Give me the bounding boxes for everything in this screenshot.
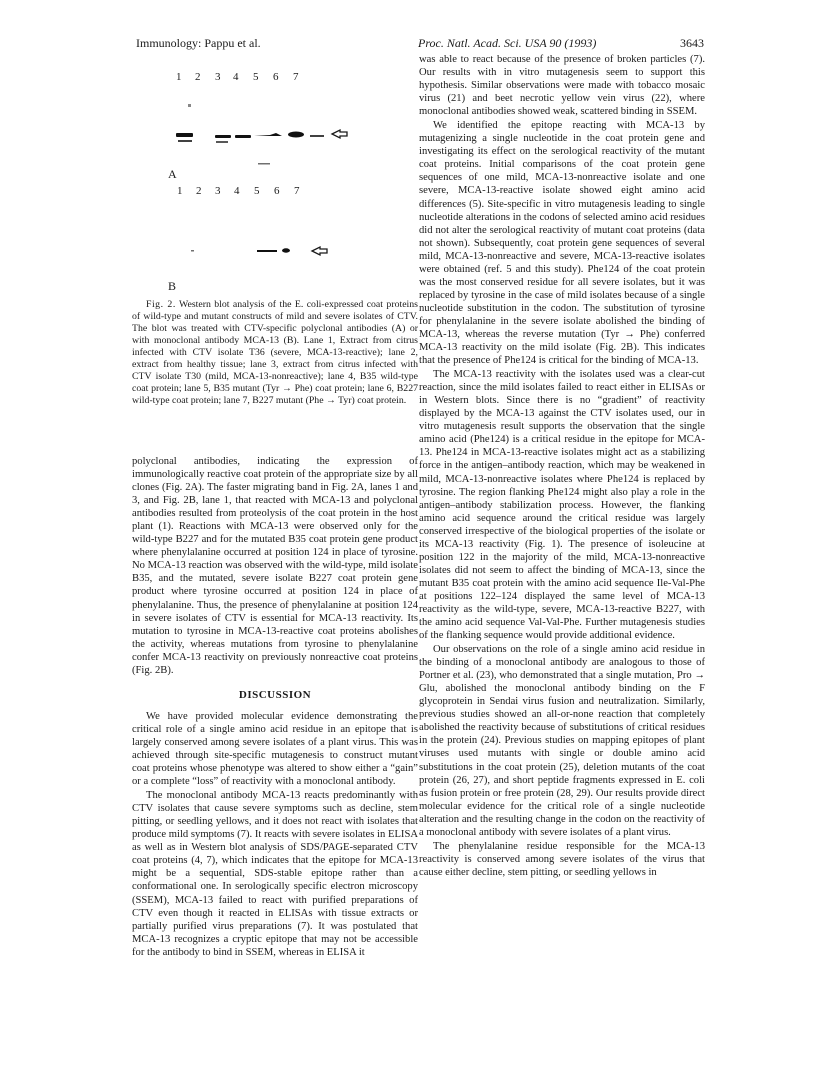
band-b-lane6 bbox=[282, 248, 290, 252]
panel-b-lane-4: 4 bbox=[234, 185, 240, 197]
lane-numbers-panel-b bbox=[177, 185, 300, 197]
lane-numbers-panel-a bbox=[176, 71, 299, 83]
page-number: 3643 bbox=[680, 36, 704, 50]
right-paragraph-1: was able to react because of the presence of broken particles (7). Our results with in vitro mutagenesis seem to support this hypothesis. Similar observations were made with tobacco mosaic virus (21) and beet necrotic yellow vein virus (22), where monoclonal antibodies showed weak, scattered binding in SSEM. bbox=[419, 54, 705, 118]
right-paragraph-3: The MCA-13 reactivity with the isolates used was a clear-cut reaction, since the mild isolates failed to react either in ELISAs or in Western blots. Since there is no “gradient” of reactivity displayed by the MCA-13 against the CTV isolates used, our in vitro mutagenesis result supports the observation that the single amino acid (Phe124) is a critical residue in the epitope for MCA-13. Phe124 in MCA-13-reactive isolates might act as a stabilizing force in the antigen–antibody reaction, which may be weakened in mild, MCA-13-nonreactive isolates where Phe124 is replaced by tyrosine. The region flanking Phe124 might also play a role in the antigen–antibody stabilization process. However, the flanking amino acid sequence around the critical residue was largely conserved irrespective of the biological properties of the isolate or its MCA-13 reactivity (Fig. 1). The presence of isoleucine at position 122 in the majority of the mild, MCA-13-nonreactive isolates did not seem to affect the binding of MCA-13, since the mutant B35 coat protein with the amino acid sequence Ile-Val-Phe at positions 122–124 displayed the same level of MCA-13 reactivity as the wild-type, severe, MCA-13-reactive B227, with the amino acid sequence Val-Val-Phe. Further mutagenesis studies of the flanking sequence would provide additional evidence. bbox=[419, 369, 705, 642]
band-a-faint-mark bbox=[258, 163, 270, 165]
journal-citation: Proc. Natl. Acad. Sci. USA 90 (1993) bbox=[418, 36, 597, 50]
right-paragraph-5: The phenylalanine residue responsible for the MCA-13 reactivity is conserved among severe isolates of the virus that cause either decline, stem pitting, or seedling yellows in bbox=[419, 840, 705, 878]
left-paragraph-2: We have provided molecular evidence demonstrating the critical role of a single amino acid residue in an epitope that is largely conserved among severe isolates of a plant virus. This was achieved through site-specific mutagenesis to construct mutant coat proteins whose phenotype was altered to show either a “gain” or a complete “loss” of reactivity with a monoclonal antibody. bbox=[132, 710, 418, 788]
panel-b-lane-1: 1 bbox=[177, 185, 183, 197]
panel-b-bands bbox=[191, 248, 290, 252]
panel-b-lane-5: 5 bbox=[254, 185, 260, 197]
band-b-lane5 bbox=[257, 250, 277, 252]
band-a-lane1-faint bbox=[188, 104, 191, 107]
panel-a-lane-1: 1 bbox=[176, 71, 182, 83]
figure-caption-text: Western blot analysis of the E. coli-expressed coat proteins of wild-type and mutant constructs of mild and severe isolates of CTV. The blot was treated with CTV-specific polyclonal antibodies (A) or with monoclonal antibody MCA-13 (B). Lane 1, Extract from citrus infected with CTV isolate T36 (severe, MCA-13-reactive); lane 2, extract from healthy tissue; lane 3, extract from citrus infected with CTV isolate T30 (mild, MCA-13-nonreactive); lane 4, B35 wild-type coat protein; lane 5, B35 mutant (Tyr → Phe) coat protein; lane 6, B227 wild-type coat protein; lane 7, B227 mutant (Phe → Tyr) coat protein. bbox=[132, 299, 418, 406]
panel-a-lane-2: 2 bbox=[195, 71, 201, 83]
figure-western-blot bbox=[160, 60, 410, 290]
left-column bbox=[132, 455, 418, 959]
band-a-lane7 bbox=[310, 135, 324, 137]
running-head-authors: Immunology: Pappu et al. bbox=[136, 36, 261, 50]
right-column bbox=[419, 53, 705, 879]
band-b-lane1-faint bbox=[191, 250, 194, 252]
panel-a-lane-5: 5 bbox=[253, 71, 259, 83]
panel-b-lane-7: 7 bbox=[294, 185, 300, 197]
running-head-journal bbox=[418, 36, 704, 51]
panel-b-label: B bbox=[168, 279, 177, 290]
band-a-lane5 bbox=[254, 133, 282, 136]
panel-b-lane-6: 6 bbox=[274, 185, 280, 197]
band-a-lane1 bbox=[176, 133, 193, 137]
band-a-lane4 bbox=[235, 135, 251, 138]
section-heading-discussion: DISCUSSION bbox=[238, 688, 312, 701]
panel-b-lane-3: 3 bbox=[215, 185, 221, 197]
band-a-lane6 bbox=[288, 132, 304, 138]
figure-caption bbox=[132, 299, 418, 407]
left-paragraph-3: The monoclonal antibody MCA-13 reacts predominantly with CTV isolates that cause severe symptoms such as decline, stem pitting, or seedling yellows, and it does not react with isolates that produce mild symptoms (7). It reacts with severe isolates in ELISA as well as in Western blot analysis of SDS/PAGE-separated CTV coat proteins (4, 7), which indicates that the epitope for MCA-13 might be a sequential, SDS-stable epitope rather than a conformational one. In serologically specific electron microscopy (SSEM), MCA-13 failed to react with purified preparations of CTV even though it reacted in ELISAs with tissue extracts or partially purified virus preparations (7). It was postulated that MCA-13 recognizes a cryptic epitope that may not be accessible for the antibody to bind in SSEM, whereas in ELISA it bbox=[132, 790, 418, 958]
panel-a-lane-4: 4 bbox=[233, 71, 239, 83]
band-a-lane3 bbox=[215, 135, 231, 138]
figure-caption-label: Fig. 2. bbox=[146, 299, 176, 310]
band-a-lane1-lower bbox=[178, 140, 192, 142]
panel-b-lane-2: 2 bbox=[196, 185, 202, 197]
band-a-lane3-lower bbox=[216, 141, 228, 143]
right-paragraph-4: Our observations on the role of a single amino acid residue in the binding of a monoclonal antibody are analogous to those of Portner et al. (23), who demonstrated that a single mutation, Pro → Glu, abolished the monoclonal antibody binding on the F glycoprotein in Sendai virus fusion and neutralization. Similarly, previous studies showed an all-or-none reaction that completely abolished the reactivity because of substitutions of critical residues in the protein (24). Previous studies on mapping epitopes of plant viruses used mutants with single or double amino acid substitutions in the coat protein (25), deletion mutants of the coat protein (26, 27), and short peptide fragments expressed in E. coli as fusion protein or free protein (28, 29). Our results provide direct molecular evidence for the critical role of a single nucleotide alteration and the resulting change in the codon on the reactivity of a monoclonal antibody with severe isolates of a plant virus. bbox=[419, 644, 705, 838]
panel-a-bands bbox=[176, 104, 324, 165]
panel-a-lane-6: 6 bbox=[273, 71, 279, 83]
western-blot-image bbox=[160, 60, 410, 290]
panel-a-lane-7: 7 bbox=[293, 71, 299, 83]
left-paragraph-1: polyclonal antibodies, indicating the expression of immunologically reactive coat protein of the appropriate size by all clones (Fig. 2A). The faster migrating band in Fig. 2A, lanes 1 and 3, and Fig. 2B, lane 1, that reacted with MCA-13 and polyclonal antibodies resulted from proteolysis of the coat protein in the host plant (1). Reactions with MCA-13 were observed only for the wild-type B227 and for the mutated B35 coat protein gene product where phenylalanine occurred at position 124 in place of tyrosine. No MCA-13 reaction was observed with the wild-type, mild isolate B35, and the mutated, severe isolate B227 coat protein gene product where tyrosine occurred at position 124 in place of phenylalanine. Thus, the presence of phenylalanine at position 124 in severe isolates of CTV is essential for MCA-13 reactivity. Its mutation to tyrosine in MCA-13-reactive coat proteins abolishes the activity, whereas mutations from tyrosine to phenylalanine confer MCA-13 reactivity on previously nonreactive coat proteins (Fig. 2B). bbox=[132, 456, 418, 676]
right-paragraph-2: We identified the epitope reacting with MCA-13 by mutagenizing a single nucleotide in the coat protein gene and investigating its effect on the serological reactivity of the mutant coat proteins. Initial comparisons of the coat protein gene sequences of one mild, MCA-13-nonreactive isolate and one severe, MCA-13-reactive isolate showed eight amino acid differences (5). Site-specific in vitro mutagenesis leading to single nucleotide alterations in the codons of selected amino acid residues did not alter the serological reactivity of mutant coat proteins (data not shown). Subsequently, coat protein gene sequences of several mild, MCA-13-nonreactive and severe, MCA-13-reactive isolates were obtained (ref. 5 and this study). Phe124 of the coat protein was the most conserved residue for all severe isolates, but it was replaced by tyrosine in the case of mild isolates because of a single nucleotide substitution in the codon. The substitution of tyrosine for phenylalanine in the severe isolate abolished the binding of MCA-13, whereas the reverse mutation (Tyr → Phe) conferred MCA-13 reactivity on the mild isolate (Fig. 2B). This indicates that the presence of Phe124 is critical for the binding of MCA-13. bbox=[419, 120, 705, 367]
arrow-a bbox=[332, 130, 347, 138]
panel-a-label: A bbox=[168, 167, 177, 181]
arrow-b bbox=[312, 247, 327, 255]
panel-a-lane-3: 3 bbox=[215, 71, 221, 83]
